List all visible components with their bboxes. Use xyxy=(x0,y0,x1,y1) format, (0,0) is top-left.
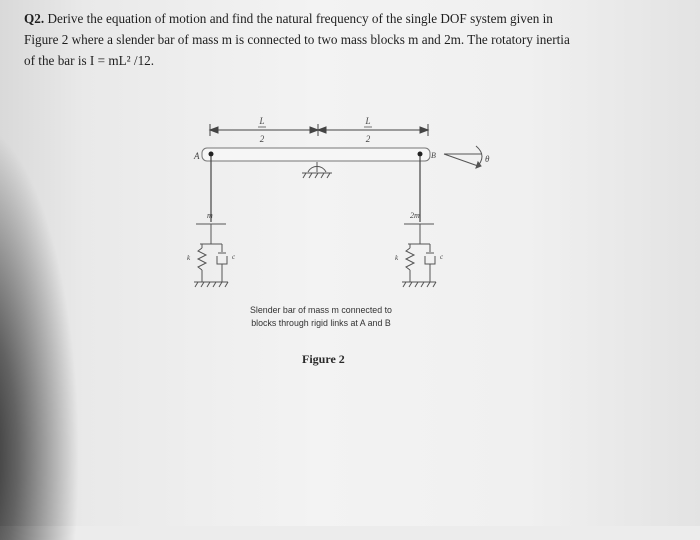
slender-bar xyxy=(202,148,430,161)
rotation-angle-indicator xyxy=(444,146,482,168)
left-damper-label: c xyxy=(232,253,236,261)
dimension-line xyxy=(210,124,428,136)
dim-right-denominator: 2 xyxy=(365,134,371,144)
caption-line-1: Slender bar of mass m connected to xyxy=(250,305,392,316)
left-mass-label: m xyxy=(207,211,213,220)
pin-b xyxy=(418,152,423,157)
figure-caption xyxy=(228,304,414,330)
question-line-3: of the bar is I = mL² /12. xyxy=(24,53,155,68)
left-ground xyxy=(194,282,228,287)
left-damper xyxy=(217,244,227,282)
figure-title: Figure 2 xyxy=(302,352,345,366)
right-spring-label: k xyxy=(395,254,399,262)
right-spring xyxy=(406,244,430,282)
right-damper-label: c xyxy=(440,253,444,261)
right-damper xyxy=(425,244,435,282)
left-spring-label: k xyxy=(187,254,191,262)
right-ground xyxy=(402,282,436,287)
left-spring xyxy=(198,244,222,282)
caption-line-2: blocks through rigid links at A and B xyxy=(251,318,391,329)
point-b-label: B xyxy=(431,151,436,160)
question-line-1-text: Derive the equation of motion and find the natural frequency of the single DOF system given in xyxy=(47,11,553,26)
dim-right-numerator: L xyxy=(365,116,371,126)
right-mass-label: 2m xyxy=(410,211,420,220)
dim-left-numerator: L xyxy=(259,116,265,126)
pin-a xyxy=(209,152,214,157)
question-number: Q2. xyxy=(24,11,45,26)
question-line-2: Figure 2 where a slender bar of mass m is connected to two mass blocks m and 2m. The rotatory inertia xyxy=(24,32,570,47)
dim-left-denominator: 2 xyxy=(259,134,265,144)
theta-label: θ xyxy=(485,154,490,164)
center-pivot xyxy=(302,162,332,178)
point-a-label: A xyxy=(194,151,200,161)
